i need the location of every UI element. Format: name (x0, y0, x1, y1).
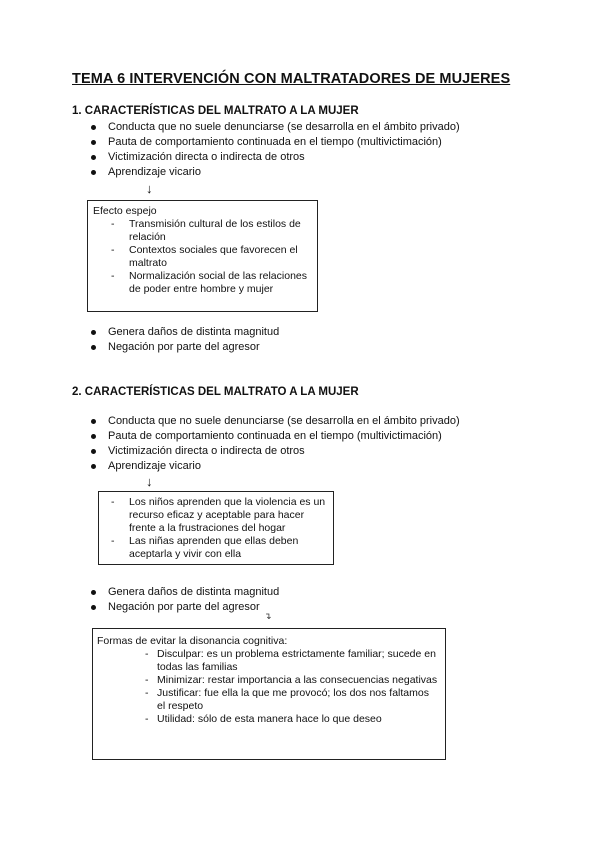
list-item: Aprendizaje vicario (90, 459, 460, 474)
section-1-bullet-list (90, 120, 460, 180)
box-label: Efecto espejo (93, 205, 157, 217)
box-dash-list (97, 648, 439, 726)
box-label: Formas de evitar la disonancia cognitiva: (97, 635, 288, 647)
list-item: - Minimizar: restar importancia a las consecuencias negativas (97, 674, 439, 687)
list-item: - Transmisión cultural de los estilos de relación (93, 218, 311, 244)
list-item: Pauta de comportamiento continuada en el tiempo (multivictimación) (90, 429, 460, 444)
list-item: Negación por parte del agresor (90, 600, 279, 615)
list-item: - Las niñas aprenden que ellas deben aceptarla y vivir con ella (109, 535, 327, 561)
list-item: - Utilidad: sólo de esta manera hace lo que deseo (97, 713, 439, 726)
list-item: Conducta que no suele denunciarse (se desarrolla en el ámbito privado) (90, 120, 460, 135)
list-item: - Los niños aprenden que la violencia es un recurso eficaz y aceptable para hacer frente a la frustraciones del hogar (109, 496, 327, 535)
efecto-espejo-box (87, 200, 318, 312)
list-item: Conducta que no suele denunciarse (se desarrolla en el ámbito privado) (90, 414, 460, 429)
disonancia-box (92, 628, 446, 760)
learning-box (98, 491, 334, 565)
list-item: Victimización directa o indirecta de otros (90, 150, 460, 165)
list-item: - Contextos sociales que favorecen el maltrato (93, 244, 311, 270)
arrow-down-icon: ↓ (146, 181, 153, 196)
document-title: TEMA 6 INTERVENCIÓN CON MALTRATADORES DE MUJERES (72, 71, 511, 87)
section-2-heading: 2. CARACTERÍSTICAS DEL MALTRATO A LA MUJER (72, 386, 359, 398)
list-item: - Normalización social de las relaciones de poder entre hombre y mujer (93, 270, 311, 296)
arrow-down-icon: ↓ (146, 474, 153, 489)
section-1-bullet-list-after (90, 325, 279, 355)
list-item: - Disculpar: es un problema estrictamente familiar; sucede en todas las familias (97, 648, 439, 674)
section-2-bullet-list-after (90, 585, 279, 615)
box-dash-list (93, 218, 311, 296)
list-item: Victimización directa o indirecta de otros (90, 444, 460, 459)
small-arrow-icon: ↴ (264, 611, 272, 621)
list-item: Negación por parte del agresor (90, 340, 279, 355)
section-1-heading: 1. CARACTERÍSTICAS DEL MALTRATO A LA MUJER (72, 105, 359, 117)
section-2-bullet-list (90, 414, 460, 474)
box-dash-list (109, 496, 327, 561)
list-item: Pauta de comportamiento continuada en el tiempo (multivictimación) (90, 135, 460, 150)
list-item: Aprendizaje vicario (90, 165, 460, 180)
list-item: Genera daños de distinta magnitud (90, 585, 279, 600)
list-item: Genera daños de distinta magnitud (90, 325, 279, 340)
list-item: - Justificar: fue ella la que me provocó; los dos nos faltamos el respeto (97, 687, 439, 713)
